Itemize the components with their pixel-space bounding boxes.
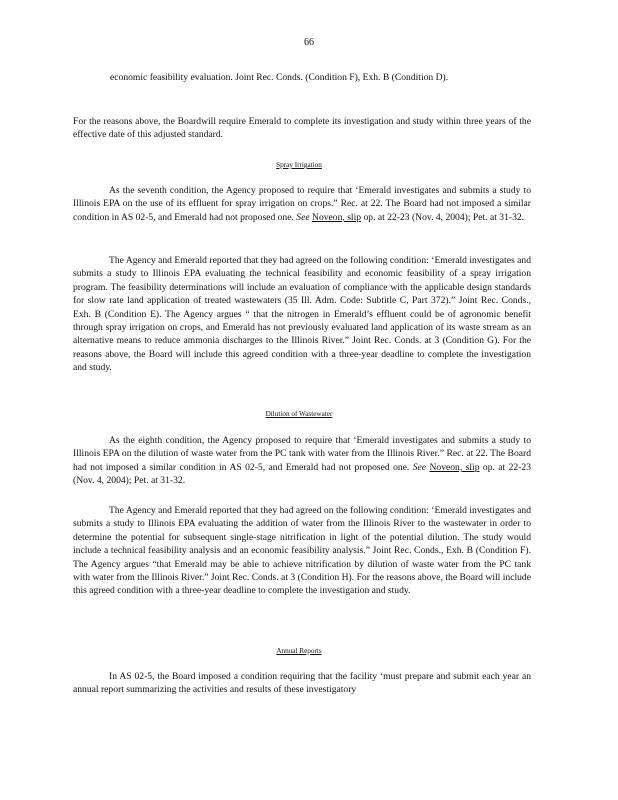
dilution-paragraph-1 (73, 434, 531, 488)
spray-p1-pinpoint: op. at 22-23 (Nov. 4, 2004); Pet. at 31-32. (363, 211, 525, 223)
dil-p1-citation: Noveon, slip (429, 461, 480, 473)
page-number: 66 (304, 37, 314, 48)
annual-paragraph-1 (73, 670, 531, 697)
continued-paragraph-text: economic feasibility evaluation. Joint Rec. Conds. (Condition F), Exh. B (Condition D). (110, 72, 449, 83)
heading-dilution-text: Dilution of Wastewater (265, 410, 333, 418)
heading-spray-irrigation-text: Spray Irrigation (276, 161, 322, 169)
heading-annual-reports-text: Annual Reports (276, 647, 322, 655)
dil-p1-see: See (412, 461, 427, 473)
spray-p1-main: As the seventh condition, the Agency proposed to require that ‘Emerald investigates and submits a study to Illinois EPA on the use of its effluent for spray irrigation on crops.” Rec. at 22. The Board had not imposed a similar condition in AS 02-5, and Emerald had not proposed one. (73, 185, 531, 223)
dil-p1-main: As the eighth condition, the Agency proposed to require that ‘Emerald investigates and submits a study to Illinois EPA on the dilution of waste water from the PC tank with water from the Illinois River.” Rec. at 22. The Board had not imposed a similar condition in AS 02-5, and Emerald had not proposed one. (73, 435, 531, 473)
spray-paragraph-2 (73, 254, 531, 375)
dilution-paragraph-2-text: The Agency and Emerald reported that they had agreed on the following condition: ‘Emerald investigates and submits a study to Illinois EPA evaluating the addition of water from the Illinois River to the wastewater in order to determine the potential for subsequent single-stage nitrification in light of the potential dilution. The study would include a technical feasibility analysis and an economic feasibility analysis.” Joint Rec. Conds., Exh. B (Condition F). The Agency argues “that Emerald may be able to achieve nitrification by dilution of waste water from the PC tank with water from the Illinois River.” Joint Rec. Conds. at 3 (Condition H). For the reasons above, the Board will include this agreed condition with a three-year deadline to complete the investigation and study. (73, 505, 531, 597)
spray-p1-see: See (296, 211, 310, 223)
spray-paragraph-2-text: The Agency and Emerald reported that they had agreed on the following condition: ‘Emerald investigates and submits a study to Illinois EPA evaluating the technical feasibility and economic feasibility of a spray irrigation program. The feasibility determinations will include an evaluation of compliance with the applicable design standards for slow rate land application of treated wastewaters (35 Ill. Adm. Code: Subtitle C, Part 372).” Joint Rec. Conds., Exh. B (Condition E). The Agency argues “ that the nitrogen in Emerald’s effluent could be of agronomic benefit through spray irrigation on crops, and Emerald has not previously evaluated land application of its waste stream as an alternative means to reduce ammonia discharges to the Illinois River.” Joint Rec. Conds. at 3 (Condition G). For the reasons above, the Board will include this agreed condition with a three-year deadline to complete the investigation and study. (73, 255, 531, 374)
reasons-paragraph-text: For the reasons above, the Boardwill require Emerald to complete its investigation and study within three years of the effective date of this adjusted standard. (73, 116, 531, 141)
dilution-paragraph-2 (73, 504, 531, 598)
reasons-paragraph (73, 115, 531, 142)
spray-p1-citation: Noveon, slip (312, 211, 362, 223)
section-heading-dilution (0, 409, 618, 419)
section-heading-annual-reports (0, 646, 618, 656)
dil-p1-pinpoint: op. at 22-23 (Nov. 4, 2004); Pet. at 31-32. (73, 461, 531, 487)
annual-paragraph-1-text: In AS 02-5, the Board imposed a condition requiring that the facility ‘must prepare and submit each year an annual report summarizing the activities and results of these investigatory (73, 671, 531, 696)
continued-paragraph (110, 71, 510, 84)
spray-paragraph-1 (73, 184, 531, 224)
section-heading-spray-irrigation (0, 160, 618, 170)
spray-paragraph-1-text (73, 184, 531, 224)
dilution-paragraph-1-text (73, 434, 531, 488)
